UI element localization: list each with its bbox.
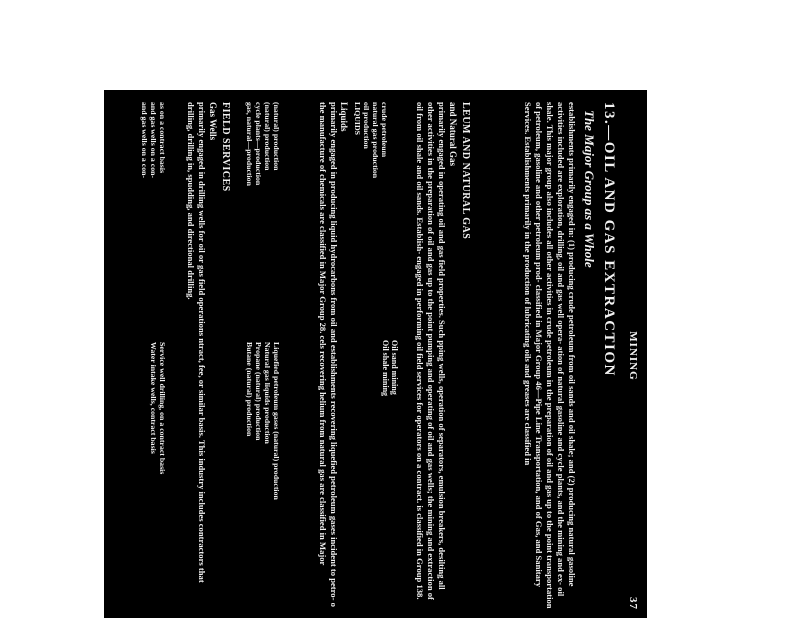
list-item: and gas wells on a con- xyxy=(149,102,158,179)
list-item: Butane (natural) production xyxy=(245,342,254,437)
list-item: Propane (natural) production xyxy=(254,342,263,441)
list-item: natural gas production xyxy=(371,102,380,179)
list-item: oil production xyxy=(362,102,371,149)
list-item: (natural) production xyxy=(272,102,281,171)
section-1-items-right xyxy=(381,340,399,610)
major-group-title: 13.—OIL AND GAS EXTRACTION xyxy=(601,102,617,377)
section-1-subheading: and Natural Gas xyxy=(448,102,458,167)
section-2-heading: Liquids xyxy=(339,102,349,132)
page-number: 37 xyxy=(627,597,639,610)
list-item: Water intake wells, contract basis xyxy=(149,342,158,454)
section-3-heading: FIELD SERVICES xyxy=(220,102,231,192)
list-item: and gas wells on a con- xyxy=(140,102,149,179)
scanned-page xyxy=(104,90,647,618)
list-item: (natural) production xyxy=(263,102,272,171)
rotated-page-content xyxy=(104,90,647,618)
section-2-paragraph: primarily engaged in producing liquid hydrocarbons from oil and establishments recovering liquefied petroleum gases incident to petro- o the manufacture of chemicals are classified in Major Group 28. cels recovering helium from natural gas are classified in Major xyxy=(318,102,339,607)
list-item: Service well drilling, on a contract basis xyxy=(158,342,167,475)
section-2-items-left xyxy=(245,102,281,186)
section-2-items-right xyxy=(245,342,281,500)
list-item: Liquefied petroleum gases (natural) production xyxy=(272,342,281,500)
section-3-subheading: Gas Wells xyxy=(208,102,218,141)
list-item: as on a contract basis xyxy=(158,102,167,174)
section-1-paragraph: primarily engaged in operating oil and gas field properties. Such pping wells, operation of separators, emulsion breakers, desilting all other activities in the preparation of oil and gas up to the point pumping and operating of oil and gas wells; the mining and extraction of oil from oil shale and oil sands. Establish- engaged in performing oil field services for operators on a contract. is classified in Group 138. xyxy=(415,102,447,600)
list-item: Oil sand mining xyxy=(390,340,399,395)
list-item: Natural gas liquids production xyxy=(263,342,272,444)
major-group-subtitle: The Major Group as a Whole xyxy=(582,110,597,268)
intro-paragraph: establishments primarily engaged in: (1) producing crude petroleum from oil sands and oil shale; and (2) producing natural gasoline activities included are exploration, drilling, oil and gas well opera- ation of natural gasoline and cycle plants, and the mining and ex- oil shale. This major group also includes all other activities in crude petroleum in the preparation of oil and gas up to the point transportation of petroleum, gasoline and other petroleum prod- classified in Major Group 46—Pipe Line Transportation, and of Gas, and Sanitary Services. Establishments primarily in the production of lubricating oils and greases are classified in xyxy=(523,102,577,609)
list-item: gas, natural—production xyxy=(245,102,254,186)
list-item: Oil shale mining xyxy=(381,340,390,397)
section-1-heading: LEUM AND NATURAL GAS xyxy=(460,102,471,240)
running-header-title: MINING xyxy=(627,331,639,381)
list-item: cycle plants—production xyxy=(254,102,263,186)
list-item: LIQUIDS xyxy=(353,102,362,135)
section-3-items-right xyxy=(149,342,167,474)
running-header xyxy=(625,102,639,610)
list-item: crude petroleum xyxy=(380,102,389,158)
section-3-paragraph: primarily engaged in drilling wells for oil or gas field operations ntract, fee, or similar basis. This industry includes contractors that drilling, drilling in, spudding, and directional drilling. xyxy=(186,102,207,583)
section-3-items-left xyxy=(140,102,167,178)
